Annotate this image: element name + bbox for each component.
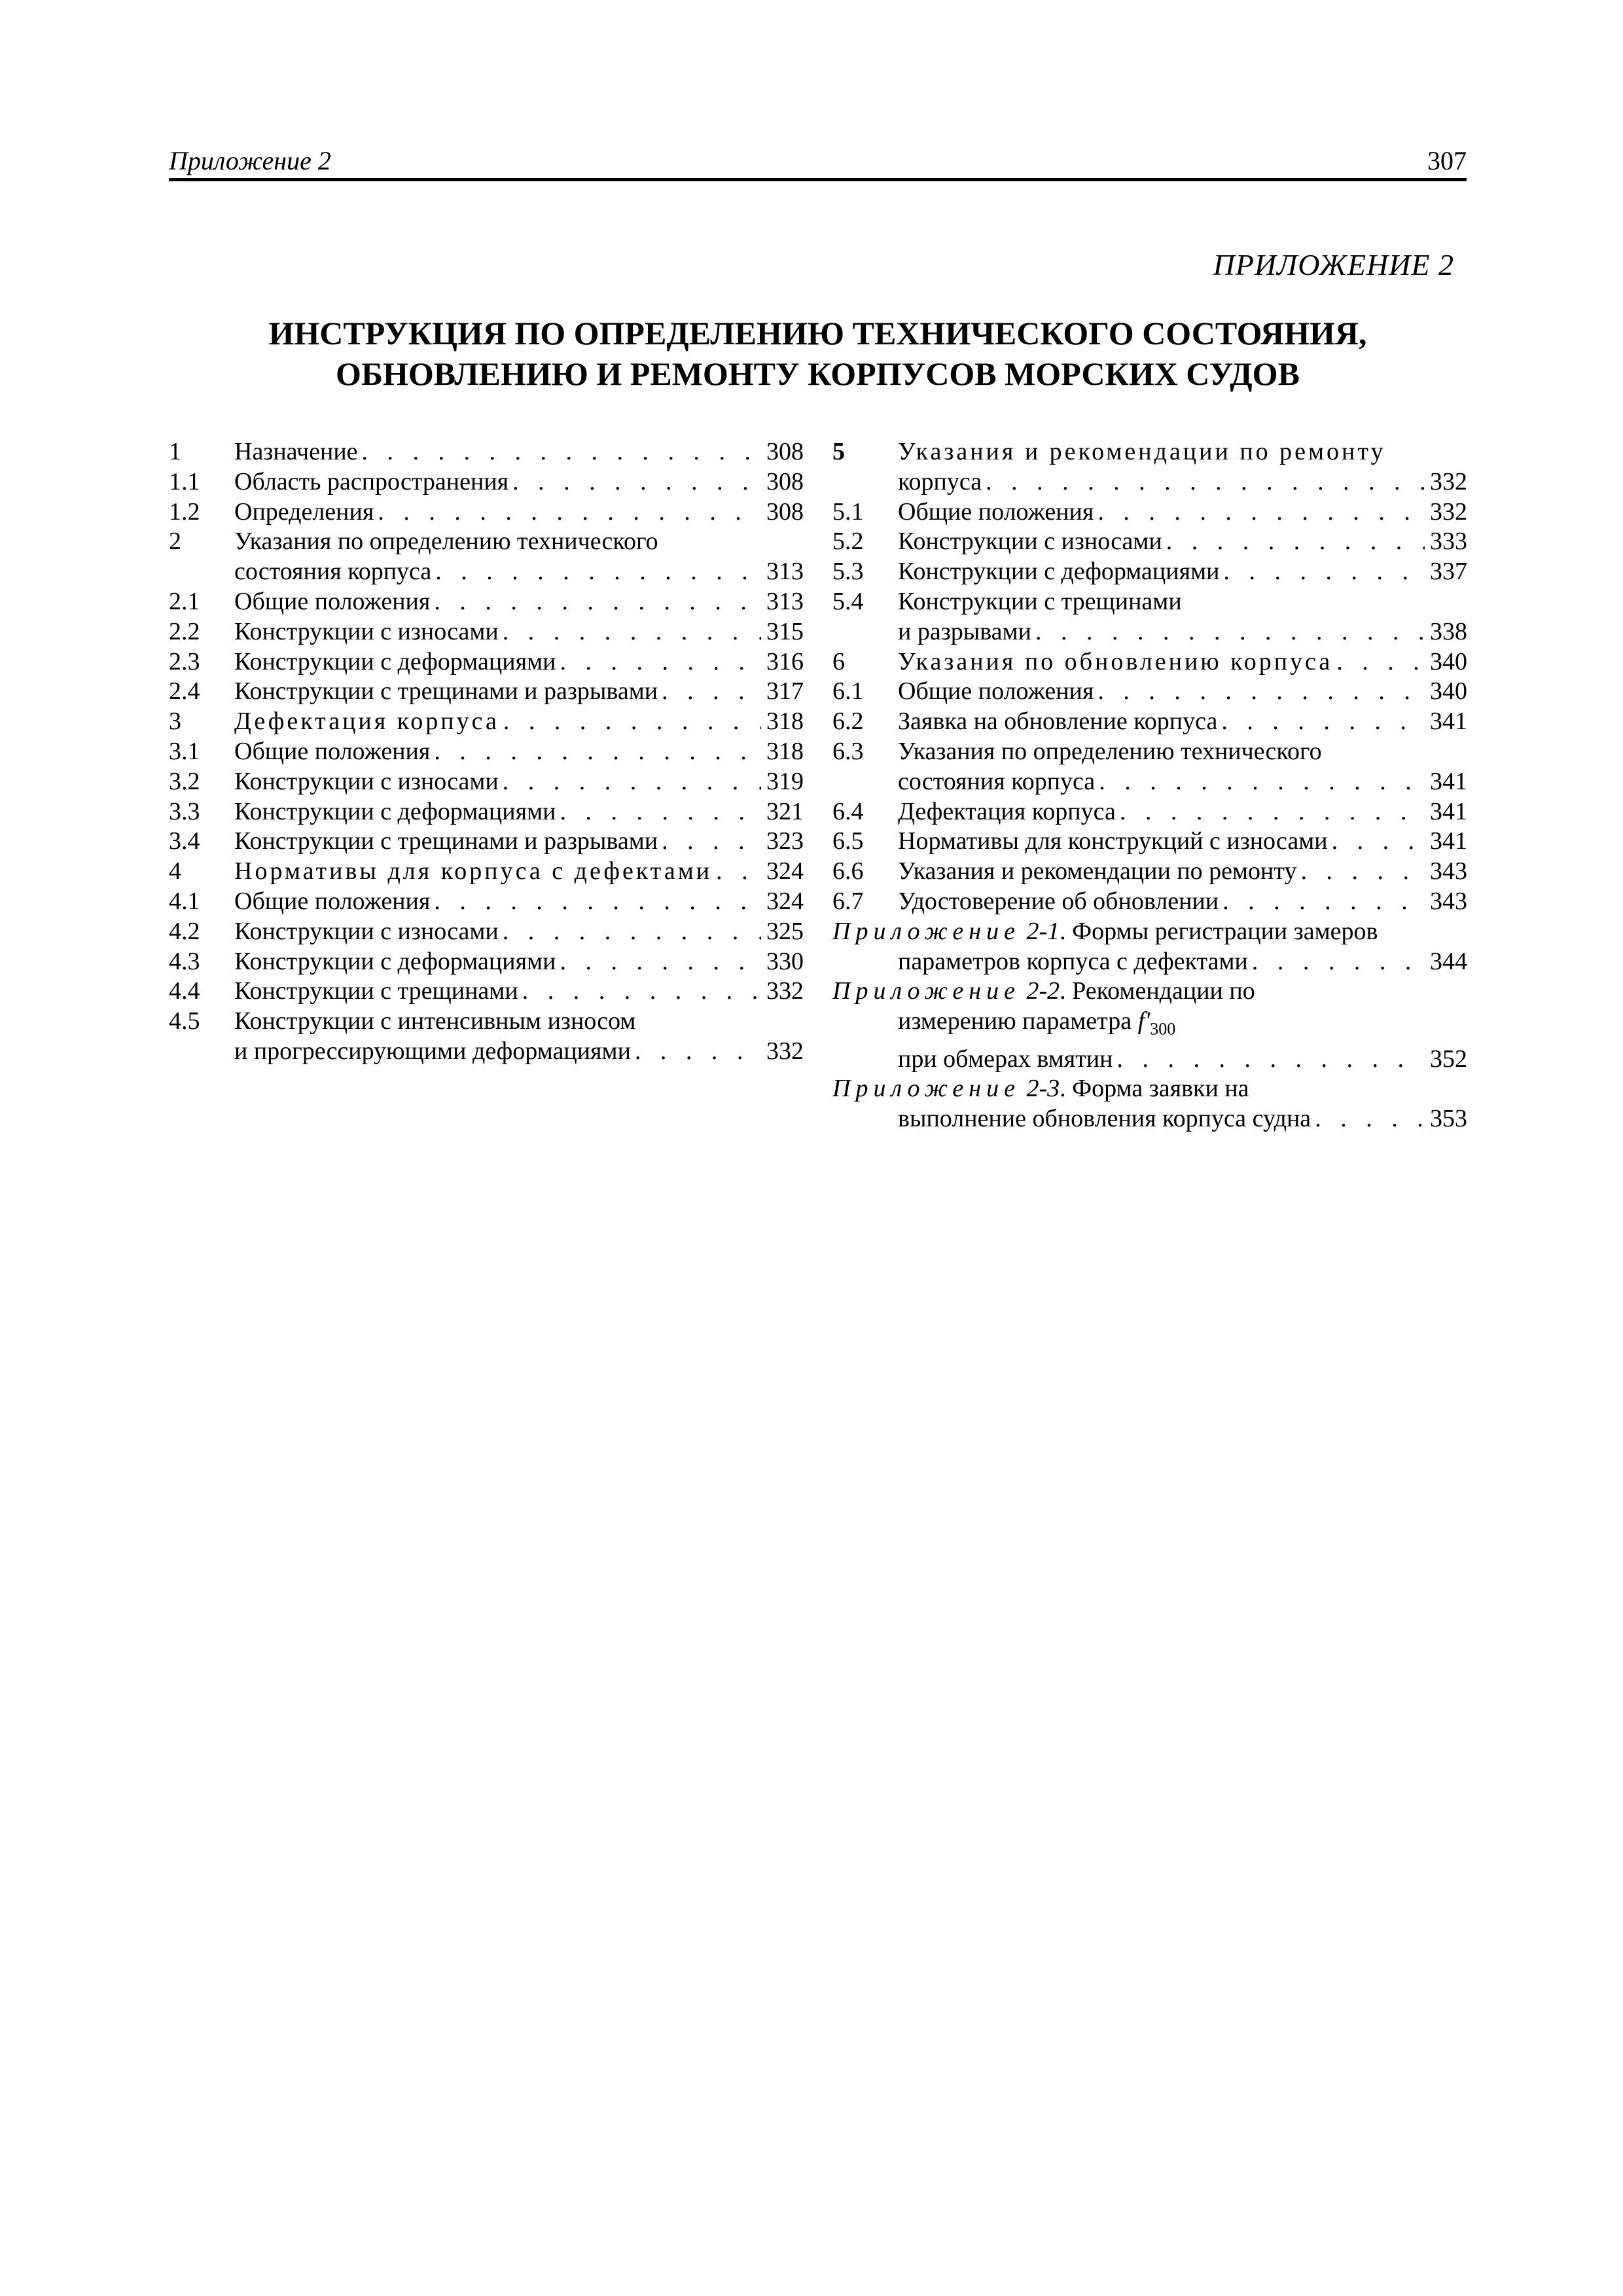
toc-page: 318 bbox=[766, 737, 804, 765]
toc-entry bbox=[832, 887, 1467, 917]
toc-page: 344 bbox=[1430, 947, 1467, 975]
toc-text: Общие положения bbox=[234, 587, 431, 615]
toc-page: 332 bbox=[766, 1037, 804, 1065]
toc-page: 324 bbox=[766, 857, 804, 886]
toc-entry bbox=[832, 677, 1467, 707]
toc-page: 308 bbox=[766, 497, 804, 526]
toc-left-column bbox=[169, 437, 804, 1067]
toc-entry bbox=[169, 647, 804, 677]
toc-text: Нормативы для корпуса с дефектами bbox=[234, 857, 713, 886]
toc-page: 317 bbox=[766, 677, 804, 706]
toc-number: 6.4 bbox=[832, 797, 864, 825]
appendix-text: . Форма заявки на bbox=[1060, 1075, 1249, 1103]
appendix-text-continued: параметров корпуса с дефектами bbox=[898, 947, 1248, 975]
appendix-entry-2-1 bbox=[832, 917, 1467, 977]
toc-text: Указания по определению технического bbox=[898, 737, 1322, 765]
toc-number: 3.2 bbox=[169, 767, 200, 795]
page-number: 307 bbox=[1427, 146, 1467, 175]
toc-number: 2 bbox=[169, 528, 181, 556]
toc-entry bbox=[169, 587, 804, 617]
toc-text-continued: состояния корпуса bbox=[898, 767, 1096, 795]
toc-page: 316 bbox=[766, 647, 804, 675]
toc-entry bbox=[169, 617, 804, 647]
toc-page: 332 bbox=[1430, 497, 1467, 526]
toc-page: 332 bbox=[1430, 467, 1467, 495]
toc-text: Конструкции с деформациями bbox=[898, 558, 1220, 586]
toc-text-continued: и разрывами bbox=[898, 617, 1031, 645]
toc-page: 330 bbox=[766, 947, 804, 975]
header-rule bbox=[169, 178, 1467, 181]
toc-text-continued: и прогрессирующими деформациями bbox=[234, 1037, 631, 1065]
toc-entry bbox=[832, 707, 1467, 737]
appendix-text: . Формы регистрации замеров bbox=[1060, 917, 1378, 945]
toc-number: 1.2 bbox=[169, 497, 200, 526]
toc-page: 353 bbox=[1430, 1105, 1467, 1133]
toc-page: 340 bbox=[1430, 677, 1467, 706]
toc-number: 4.1 bbox=[169, 887, 200, 915]
toc-text: Конструкции с износами bbox=[898, 528, 1162, 556]
toc-text: Конструкции с износами bbox=[234, 917, 499, 945]
toc-entry bbox=[169, 947, 804, 977]
toc-number: 5 bbox=[832, 438, 845, 465]
toc-page: 313 bbox=[766, 558, 804, 586]
appendix-word: Приложение bbox=[832, 1075, 1020, 1103]
appendix-text-continued: выполнение обновления корпуса судна bbox=[898, 1105, 1311, 1133]
toc-number: 5.1 bbox=[832, 497, 864, 526]
toc-page: 323 bbox=[766, 827, 804, 855]
toc-page: 341 bbox=[1430, 767, 1467, 795]
toc-entry bbox=[832, 587, 1467, 647]
toc-entry bbox=[169, 827, 804, 857]
toc-number: 1.1 bbox=[169, 467, 200, 495]
toc-entry bbox=[832, 497, 1467, 528]
toc-entry bbox=[169, 677, 804, 707]
toc-entry bbox=[832, 797, 1467, 827]
appendix-label: ПРИЛОЖЕНИЕ 2 bbox=[1213, 248, 1454, 281]
toc-page: 318 bbox=[766, 708, 804, 736]
toc-page: 338 bbox=[1430, 617, 1467, 645]
toc-page: 341 bbox=[1430, 827, 1467, 855]
toc-text: Конструкции с деформациями bbox=[234, 947, 556, 975]
parameter-symbol: $f'_{300}$ bbox=[1137, 1007, 1176, 1039]
toc-number: 2.2 bbox=[169, 617, 200, 645]
toc-entry bbox=[832, 647, 1467, 677]
title-line-1: ИНСТРУКЦИЯ ПО ОПРЕДЕЛЕНИЮ ТЕХНИЧЕСКОГО СОСТОЯНИЯ, bbox=[268, 315, 1367, 351]
toc-text: Конструкции с деформациями bbox=[234, 797, 556, 825]
toc-text: Указания по определению технического bbox=[234, 528, 658, 556]
toc-right-column bbox=[832, 437, 1467, 1134]
toc-text: Нормативы для конструкций с износами bbox=[898, 827, 1328, 855]
toc-entry bbox=[169, 767, 804, 797]
toc-text: Указания и рекомендации по ремонту bbox=[898, 857, 1297, 886]
toc-page: 324 bbox=[766, 887, 804, 915]
toc-text: Конструкции с трещинами bbox=[234, 977, 518, 1005]
toc-text: Общие положения bbox=[898, 677, 1094, 706]
toc-text: Конструкции с трещинами и разрывами bbox=[234, 677, 658, 706]
toc-text: Конструкции с износами bbox=[234, 617, 499, 645]
toc-number: 4.4 bbox=[169, 977, 200, 1005]
toc-number: 3 bbox=[169, 708, 181, 736]
toc-page: 332 bbox=[766, 977, 804, 1005]
document-title bbox=[169, 313, 1467, 394]
toc-number: 5.3 bbox=[832, 558, 864, 586]
toc-page: 341 bbox=[1430, 708, 1467, 736]
toc-page: 319 bbox=[766, 767, 804, 795]
toc-text-continued: корпуса bbox=[898, 467, 982, 495]
toc-number: 1 bbox=[169, 438, 181, 465]
toc-text: Общие положения bbox=[898, 497, 1094, 526]
appendix-text-continued: измерению параметра bbox=[898, 1007, 1132, 1035]
toc-entry bbox=[169, 977, 804, 1007]
toc-text: Дефектация корпуса bbox=[234, 708, 499, 736]
toc-page: 315 bbox=[766, 617, 804, 645]
toc-number: 2.1 bbox=[169, 587, 200, 615]
appendix-code: 2-2 bbox=[1026, 977, 1060, 1005]
toc-number: 5.4 bbox=[832, 587, 864, 615]
toc-number: 2.3 bbox=[169, 647, 200, 675]
toc-number: 2.4 bbox=[169, 677, 200, 706]
toc-page: 337 bbox=[1430, 558, 1467, 586]
toc-number: 3.3 bbox=[169, 797, 200, 825]
toc-entry bbox=[832, 857, 1467, 887]
toc-entry bbox=[169, 527, 804, 587]
toc-text: Конструкции с интенсивным износом bbox=[234, 1007, 636, 1035]
toc-entry bbox=[832, 437, 1467, 497]
toc-entry bbox=[832, 527, 1467, 557]
toc-entry bbox=[832, 737, 1467, 797]
toc-text: Удостоверение об обновлении bbox=[898, 887, 1219, 915]
toc-page: 352 bbox=[1430, 1045, 1467, 1073]
appendix-code: 2-3 bbox=[1026, 1075, 1060, 1103]
toc-page: 333 bbox=[1430, 528, 1467, 556]
toc-page: 325 bbox=[766, 917, 804, 945]
appendix-word: Приложение bbox=[832, 977, 1020, 1005]
toc-number: 4.5 bbox=[169, 1007, 200, 1035]
toc-page: 313 bbox=[766, 587, 804, 615]
toc-text: Указания по обновлению корпуса bbox=[898, 647, 1333, 675]
toc-number: 4.2 bbox=[169, 917, 200, 945]
toc-entry bbox=[169, 887, 804, 917]
toc-entry bbox=[169, 497, 804, 528]
appendix-text-continued: при обмерах вмятин bbox=[898, 1045, 1113, 1073]
toc-text: Конструкции с трещинами и разрывами bbox=[234, 827, 658, 855]
toc-page: 343 bbox=[1430, 857, 1467, 886]
toc-entry bbox=[169, 737, 804, 767]
toc-entry bbox=[832, 557, 1467, 587]
toc-number: 4.3 bbox=[169, 947, 200, 975]
toc-number: 4 bbox=[169, 857, 181, 886]
running-head bbox=[169, 143, 1467, 179]
toc-text: Определения bbox=[234, 497, 374, 526]
toc-text: Дефектация корпуса bbox=[898, 797, 1116, 825]
toc-entry bbox=[169, 707, 804, 737]
toc-number: 3.4 bbox=[169, 827, 200, 855]
toc-entry bbox=[169, 437, 804, 467]
toc-entry bbox=[169, 467, 804, 497]
appendix-entry-2-2 bbox=[832, 977, 1467, 1074]
toc-number: 5.2 bbox=[832, 528, 864, 556]
title-line-2: ОБНОВЛЕНИЮ И РЕМОНТУ КОРПУСОВ МОРСКИХ СУДОВ bbox=[336, 355, 1300, 392]
toc-text: Область распространения bbox=[234, 467, 509, 495]
toc-number: 6 bbox=[832, 647, 845, 675]
toc-text: Конструкции с износами bbox=[234, 767, 499, 795]
toc-text: Конструкции с трещинами bbox=[898, 587, 1182, 615]
toc-entry bbox=[169, 917, 804, 947]
toc-entry bbox=[169, 797, 804, 827]
toc-text-continued: состояния корпуса bbox=[234, 558, 432, 586]
toc-number: 6.5 bbox=[832, 827, 864, 855]
toc-text: Заявка на обновление корпуса bbox=[898, 708, 1218, 736]
toc-number: 6.1 bbox=[832, 677, 864, 706]
toc-page: 321 bbox=[766, 797, 804, 825]
toc-text: Конструкции с деформациями bbox=[234, 647, 556, 675]
toc-text: Назначение bbox=[234, 438, 358, 465]
toc-entry bbox=[169, 857, 804, 887]
toc-page: 308 bbox=[766, 467, 804, 495]
toc-entry bbox=[169, 1007, 804, 1067]
running-head-title: Приложение 2 bbox=[169, 146, 331, 175]
appendix-text: . Рекомендации по bbox=[1060, 977, 1255, 1005]
toc-page: 341 bbox=[1430, 797, 1467, 825]
toc-text: Указания и рекомендации по ремонту bbox=[898, 438, 1386, 465]
appendix-entry-2-3 bbox=[832, 1074, 1467, 1134]
toc-entry bbox=[832, 827, 1467, 857]
toc-number: 6.7 bbox=[832, 887, 864, 915]
appendix-word: Приложение bbox=[832, 917, 1020, 945]
appendix-code: 2-1 bbox=[1026, 917, 1060, 945]
toc-text: Общие положения bbox=[234, 737, 431, 765]
toc-page: 343 bbox=[1430, 887, 1467, 915]
toc-number: 6.2 bbox=[832, 708, 864, 736]
toc-number: 6.6 bbox=[832, 857, 864, 886]
toc-page: 340 bbox=[1430, 647, 1467, 675]
toc-page: 308 bbox=[766, 438, 804, 465]
toc-text: Общие положения bbox=[234, 887, 431, 915]
toc-number: 6.3 bbox=[832, 737, 864, 765]
toc-number: 3.1 bbox=[169, 737, 200, 765]
